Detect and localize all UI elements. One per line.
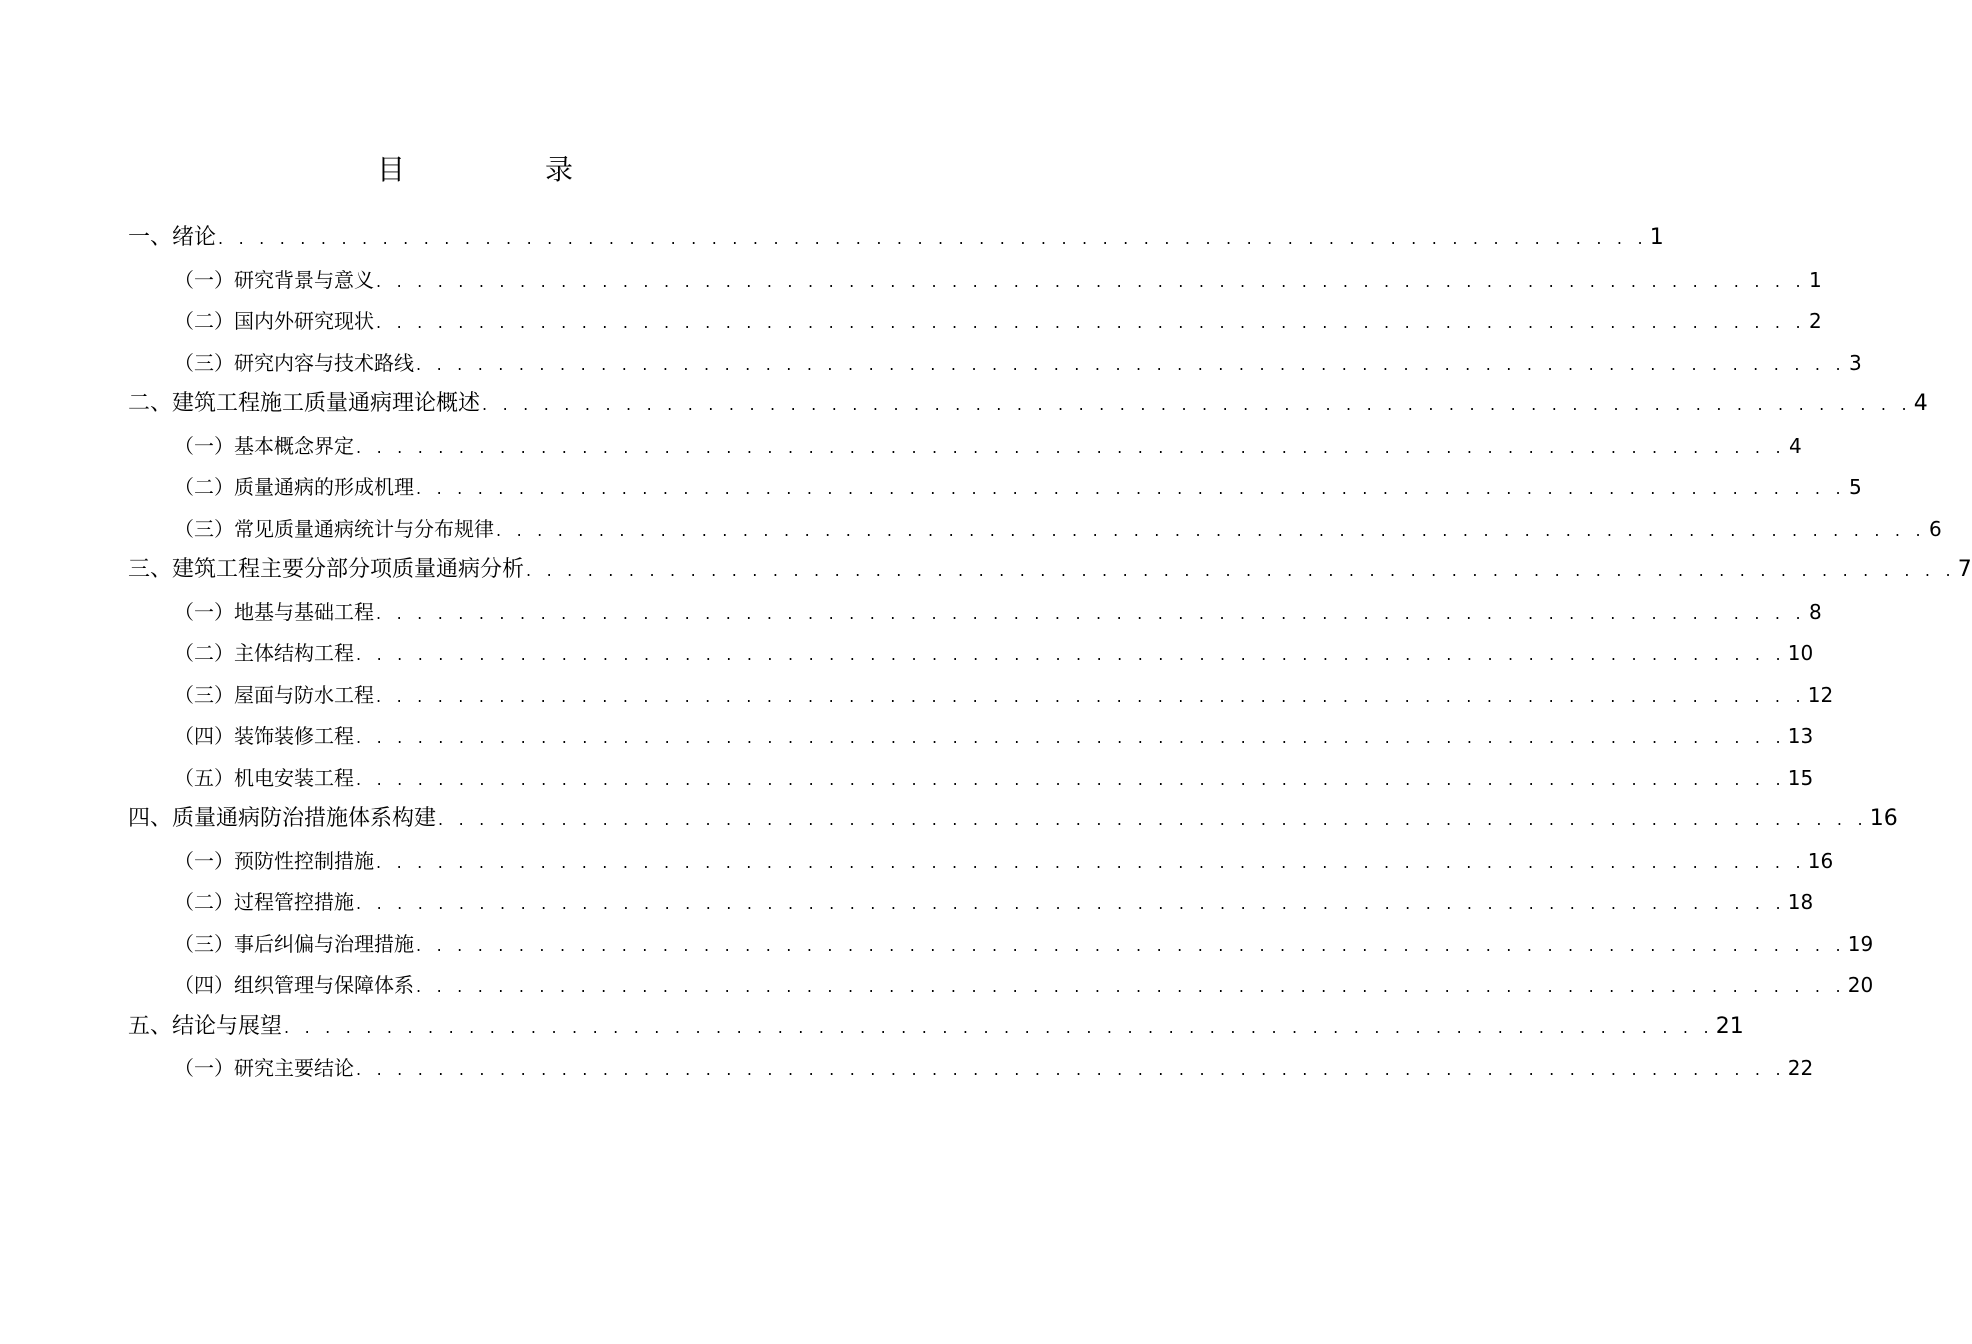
toc-dot-leader: . . . . . . . . . . . . . . . . . . . . . . . . . . . . . . . . . . . . . . . . . . . . . . . . . . . . . . . . . . . . . . . . . . . . . . [356,437,1786,457]
toc-dot-leader: . . . . . . . . . . . . . . . . . . . . . . . . . . . . . . . . . . . . . . . . . . . . . . . . . . . . . . . . . . . . . . . . . . . . . . [416,479,1846,498]
toc-page-number: 4 [1913,391,1928,416]
toc-chapter-entry[interactable] [128,799,1898,839]
toc-dot-leader: . . . . . . . . . . . . . . . . . . . . . . . . . . . . . . . . . . . . . . . . . . . . . . . . . . . . . . . . . . . . . . . . . . . . . . [482,395,1912,414]
toc-section-entry[interactable] [174,343,1862,383]
toc-entry-label: （一）研究背景与意义 [174,267,374,292]
toc-dot-leader: . . . . . . . . . . . . . . . . . . . . . . . . . . . . . . . . . . . . . . . . . . . . . . . . . . . . . . . . . . . . . . . . . . . . . . [376,603,1806,623]
toc-dot-leader: . . . . . . . . . . . . . . . . . . . . . . . . . . . . . . . . . . . . . . . . . . . . . . . . . . . . . . . . . . . . . . . . . . . . . . [438,810,1868,829]
toc-page-number: 1 [1649,225,1664,250]
toc-entry-label: （二）主体结构工程 [174,641,354,665]
toc-section-entry[interactable] [174,841,1834,881]
toc-page-number: 4 [1789,433,1802,458]
toc-entry-label: （一）预防性控制措施 [174,848,374,873]
toc-dot-leader: . . . . . . . . . . . . . . . . . . . . . . . . . . . . . . . . . . . . . . . . . . . . . . . . . . . . . . . . . . . . . . . . . . . . . . [218,229,1648,248]
toc-section-entry[interactable] [174,758,1814,798]
toc-dot-leader: . . . . . . . . . . . . . . . . . . . . . . . . . . . . . . . . . . . . . . . . . . . . . . . . . . . . . . . . . . . . . . . . . . . . . . [356,769,1786,789]
toc-page-number: 5 [1849,475,1862,499]
toc-page-number: 18 [1787,890,1814,914]
toc-dot-leader: . . . . . . . . . . . . . . . . . . . . . . . . . . . . . . . . . . . . . . . . . . . . . . . . . . . . . . . . . . . . . . . . . . . . . . [284,1017,1714,1037]
toc-entry-label: （二）国内外研究现状 [174,309,374,333]
toc-section-entry[interactable] [174,260,1822,300]
toc-entry-label: 三、建筑工程主要分部分项质量通病分析 [128,557,525,582]
toc-page-number: 3 [1849,350,1862,375]
toc-dot-leader: . . . . . . . . . . . . . . . . . . . . . . . . . . . . . . . . . . . . . . . . . . . . . . . . . . . . . . . . . . . . . . . . . . . . . . [356,894,1786,913]
toc-dot-leader: . . . . . . . . . . . . . . . . . . . . . . . . . . . . . . . . . . . . . . . . . . . . . . . . . . . . . . . . . . . . . . . . . . . . . . [416,935,1846,955]
toc-page-number: 20 [1847,973,1874,997]
toc-page-number: 8 [1809,599,1822,624]
toc-chapter-entry[interactable] [128,384,1928,424]
toc-entry-label: （一）研究主要结论 [174,1056,354,1080]
toc-section-entry[interactable] [174,924,1874,964]
toc-page-number: 1 [1809,267,1822,292]
toc-page-number: 19 [1847,931,1874,956]
toc-page-number: 15 [1787,765,1814,790]
toc-dot-leader: . . . . . . . . . . . . . . . . . . . . . . . . . . . . . . . . . . . . . . . . . . . . . . . . . . . . . . . . . . . . . . . . . . . . . . [526,561,1956,580]
toc-page-number: 7 [1957,557,1972,582]
toc-entry-label: 五、结论与展望 [128,1013,283,1039]
toc-entry-label: （三）研究内容与技术路线 [174,350,414,375]
toc-page-number: 12 [1807,682,1834,707]
toc-chapter-entry[interactable] [128,550,1972,590]
toc-entry-label: （一）基本概念界定 [174,433,354,458]
toc-entry-label: （二）质量通病的形成机理 [174,475,414,499]
toc-dot-leader: . . . . . . . . . . . . . . . . . . . . . . . . . . . . . . . . . . . . . . . . . . . . . . . . . . . . . . . . . . . . . . . . . . . . . . [356,645,1786,664]
toc-chapter-entry[interactable] [128,218,1664,258]
toc-dot-leader: . . . . . . . . . . . . . . . . . . . . . . . . . . . . . . . . . . . . . . . . . . . . . . . . . . . . . . . . . . . . . . . . . . . . . . [356,728,1786,747]
toc-dot-leader: . . . . . . . . . . . . . . . . . . . . . . . . . . . . . . . . . . . . . . . . . . . . . . . . . . . . . . . . . . . . . . . . . . . . . . [376,271,1806,291]
toc-dot-leader: . . . . . . . . . . . . . . . . . . . . . . . . . . . . . . . . . . . . . . . . . . . . . . . . . . . . . . . . . . . . . . . . . . . . . . [376,686,1806,706]
toc-section-entry[interactable] [174,509,1942,549]
toc-entry-label: 一、绪论 [128,225,217,250]
toc-page-number: 10 [1787,641,1814,665]
toc-page-number: 13 [1787,724,1814,748]
toc-section-entry[interactable] [174,882,1814,922]
toc-section-entry[interactable] [174,592,1822,632]
toc-entry-label: （二）过程管控措施 [174,890,354,914]
toc-section-entry[interactable] [174,716,1814,756]
toc-entry-label: （五）机电安装工程 [174,765,354,790]
toc-page-number: 22 [1787,1056,1814,1080]
toc-page-number: 21 [1715,1013,1744,1039]
toc-section-entry[interactable] [174,301,1822,341]
toc-dot-leader: . . . . . . . . . . . . . . . . . . . . . . . . . . . . . . . . . . . . . . . . . . . . . . . . . . . . . . . . . . . . . . . . . . . . . . [496,520,1926,540]
toc-dot-leader: . . . . . . . . . . . . . . . . . . . . . . . . . . . . . . . . . . . . . . . . . . . . . . . . . . . . . . . . . . . . . . . . . . . . . . [376,313,1806,332]
toc-entry-label: （三）常见质量通病统计与分布规律 [174,516,494,541]
toc-section-entry[interactable] [174,675,1834,715]
toc-section-entry[interactable] [174,633,1814,673]
toc-entry-label: 四、质量通病防治措施体系构建 [128,806,437,831]
toc-dot-leader: . . . . . . . . . . . . . . . . . . . . . . . . . . . . . . . . . . . . . . . . . . . . . . . . . . . . . . . . . . . . . . . . . . . . . . [416,977,1846,996]
toc-page-number: 6 [1929,516,1942,541]
toc-entry-label: （四）组织管理与保障体系 [174,973,414,997]
toc-section-entry[interactable] [174,467,1862,507]
toc-page-number: 2 [1809,309,1822,333]
toc-section-entry[interactable] [174,1048,1814,1088]
page-title: 目 录 [376,153,629,186]
toc-chapter-entry[interactable] [128,1007,1744,1047]
toc-section-entry[interactable] [174,965,1874,1005]
toc-entry-label: （四）装饰装修工程 [174,724,354,748]
toc-page-number: 16 [1807,848,1834,873]
toc-dot-leader: . . . . . . . . . . . . . . . . . . . . . . . . . . . . . . . . . . . . . . . . . . . . . . . . . . . . . . . . . . . . . . . . . . . . . . [356,1060,1786,1079]
toc-entry-label: 二、建筑工程施工质量通病理论概述 [128,391,481,416]
toc-page-number: 16 [1869,806,1898,831]
toc-dot-leader: . . . . . . . . . . . . . . . . . . . . . . . . . . . . . . . . . . . . . . . . . . . . . . . . . . . . . . . . . . . . . . . . . . . . . . [416,354,1846,374]
toc-entry-label: （三）屋面与防水工程 [174,682,374,707]
toc-section-entry[interactable] [174,426,1802,466]
toc-dot-leader: . . . . . . . . . . . . . . . . . . . . . . . . . . . . . . . . . . . . . . . . . . . . . . . . . . . . . . . . . . . . . . . . . . . . . . [376,852,1806,872]
toc-entry-label: （三）事后纠偏与治理措施 [174,931,414,956]
toc-entry-label: （一）地基与基础工程 [174,599,374,624]
